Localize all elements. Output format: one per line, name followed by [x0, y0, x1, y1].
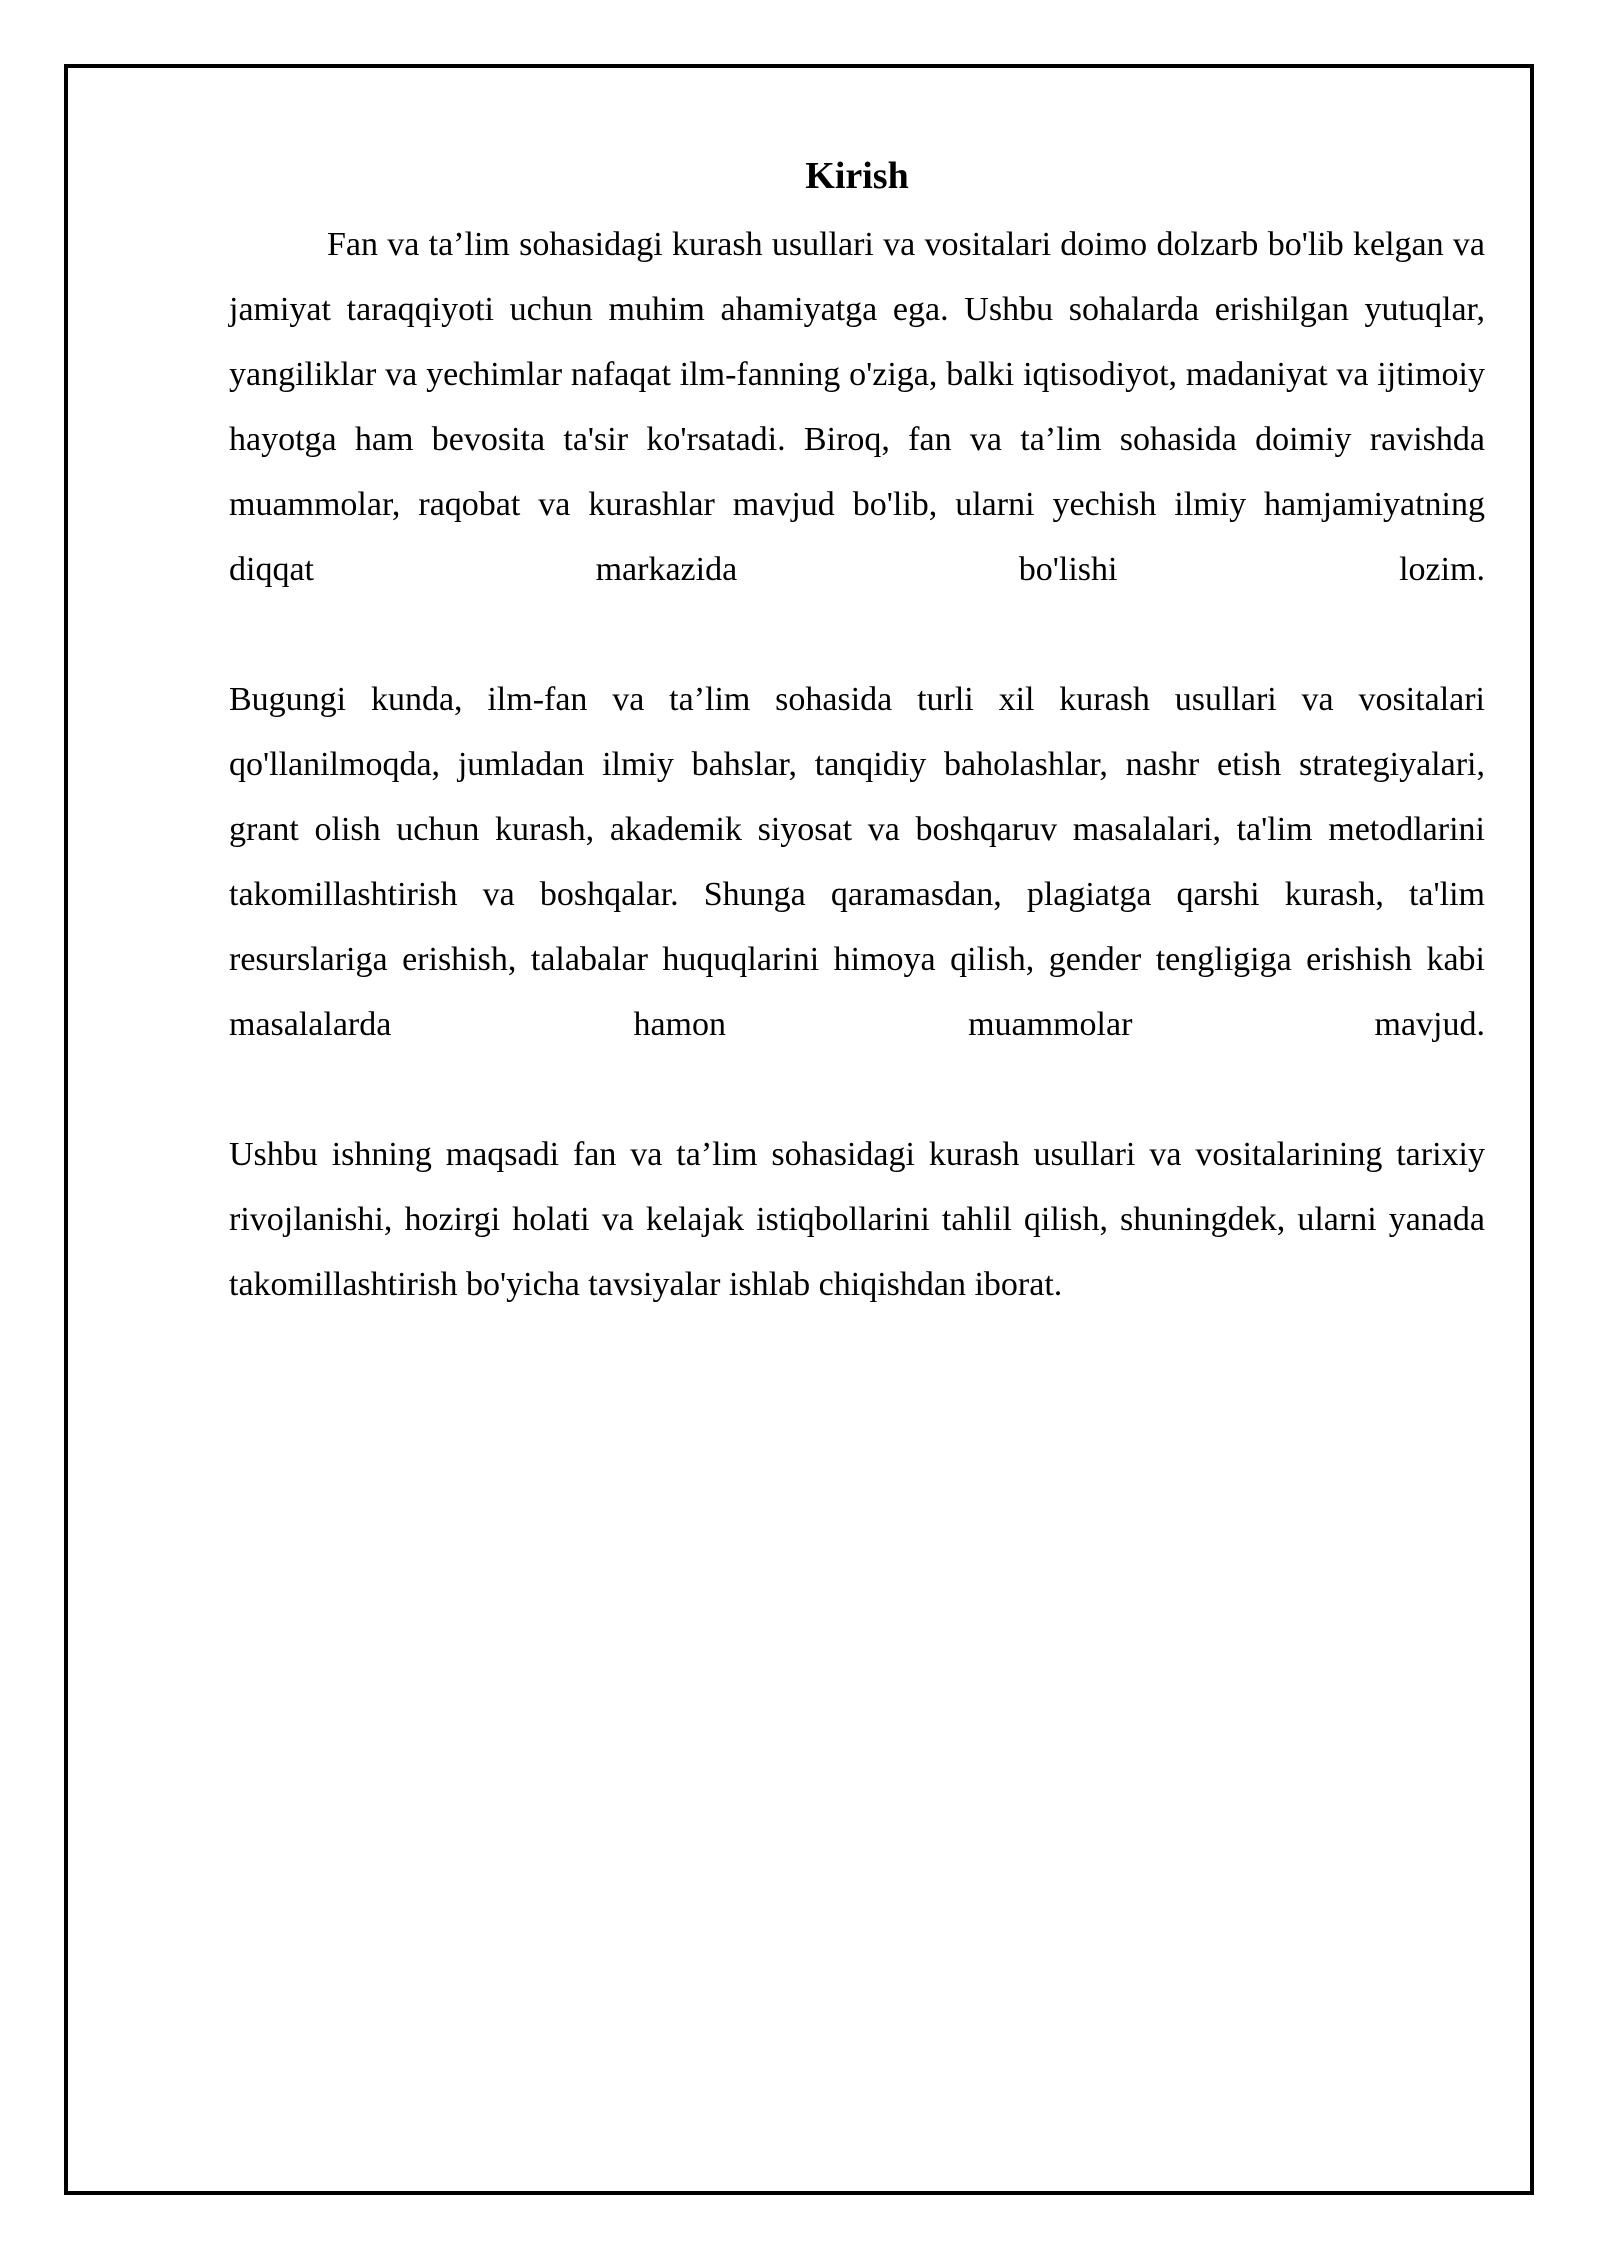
paragraph-current-state: Bugungi kunda, ilm-fan va ta’lim sohasida turli xil kurash usullari va vositalari qo'llanilmoqda, jumladan ilmiy bahslar, tanqidiy baholashlar, nashr etish strategiyalari, grant olish uchun kurash, akademik siyosat va boshqaruv masalalari, ta'lim metodlarini takomillashtirish va boshqalar. Shunga qaramasdan, plagiatga qarshi kurash, ta'lim resurslariga erishish, talabalar huquqlarini himoya qilish, gender tengligiga erishish kabi masalalarda hamon muammolar mavjud. — [229, 681, 1485, 1043]
page-title: Kirish — [805, 155, 909, 197]
paragraph-intro: Fan va ta’lim sohasidagi kurash usullari va vositalari doimo dolzarb bo'lib kelgan va jamiyat taraqqiyoti uchun muhim ahamiyatga ega. Ushbu sohalarda erishilgan yutuqlar, yangiliklar va yechimlar nafaqat ilm-fanning o'ziga, balki iqtisodiyot, madaniyat va ijtimoiy hayotga ham bevosita ta'sir ko'rsatadi. Biroq, fan va ta’lim sohasida doimiy ravishda muammolar, raqobat va kurashlar mavjud bo'lib, ularni yechish ilmiy hamjamiyatning diqqat markazida bo'lishi lozim. — [229, 226, 1485, 588]
paragraph-goal: Ushbu ishning maqsadi fan va ta’lim sohasidagi kurash usullari va vositalarining tarixiy rivojlanishi, hozirgi holati va kelajak istiqbollarini tahlil qilish, shuningdek, ularni yanada takomillashtirish bo'yicha tavsiyalar ishlab chiqishdan iborat. — [229, 1136, 1485, 1303]
document-body — [229, 150, 1485, 1317]
paragraph-spacer — [229, 1057, 1485, 1122]
paragraph-spacer — [229, 602, 1485, 667]
